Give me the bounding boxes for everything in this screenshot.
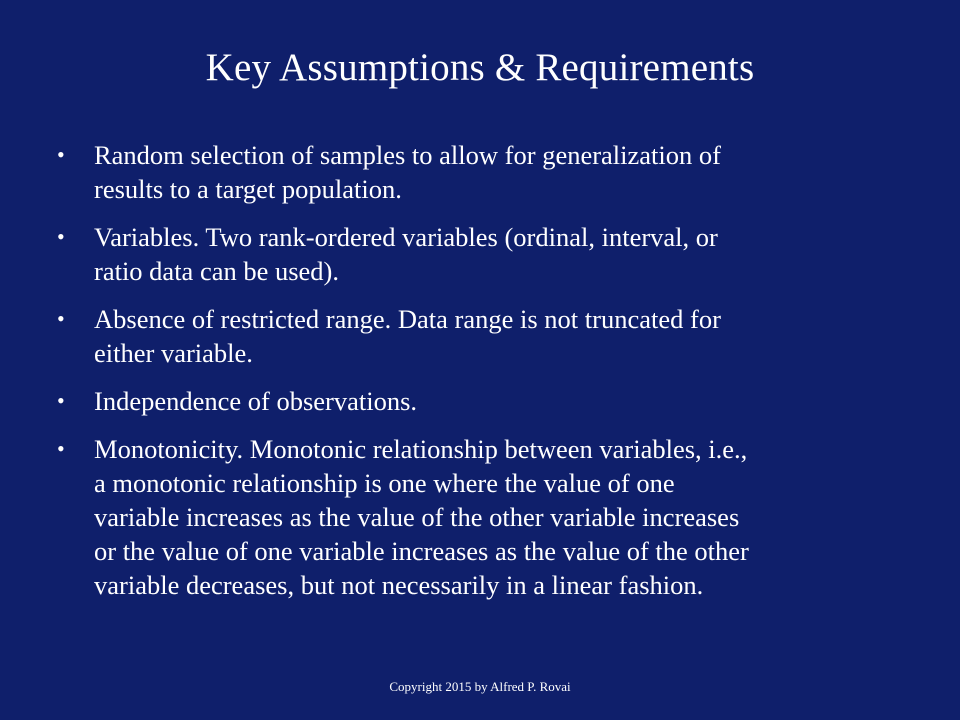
bullet-marker: • [57,388,65,413]
bullet-text-line: ratio data can be used). [94,256,340,286]
slide-title: Key Assumptions & Requirements [205,46,755,89]
bullet-text-line: a monotonic relationship is one where the value of one [94,468,675,498]
bullet-marker: • [57,306,65,331]
bullet-marker: • [57,142,65,167]
copyright-footer: Copyright 2015 by Alfred P. Rovai [389,679,571,694]
bullet-text-line: variable increases as the value of the other variable increases [94,502,740,532]
bullet-text-line: variable decreases, but not necessarily in a linear fashion. [94,570,704,600]
bullet-text-line: Variables. Two rank-ordered variables (ordinal, interval, or [94,222,718,252]
bullet-list [56,138,916,616]
bullet-item-independence [56,384,916,418]
bullet-marker: • [57,224,65,249]
bullet-text-line: Absence of restricted range. Data range is not truncated for [94,304,721,334]
bullet-text-line: Independence of observations. [94,386,418,416]
bullet-text-line: either variable. [94,338,253,368]
bullet-item-variables [56,220,916,288]
bullet-item-monotonicity [56,432,916,602]
bullet-text-line: or the value of one variable increases as the value of the other [94,536,749,566]
bullet-text-line: Random selection of samples to allow for generalization of [94,140,721,170]
bullet-item-random-selection [56,138,916,206]
bullet-marker: • [57,436,65,461]
bullet-item-restricted-range [56,302,916,370]
bullet-text-line: Monotonicity. Monotonic relationship between variables, i.e., [94,434,748,464]
bullet-text-line: results to a target population. [94,174,402,204]
